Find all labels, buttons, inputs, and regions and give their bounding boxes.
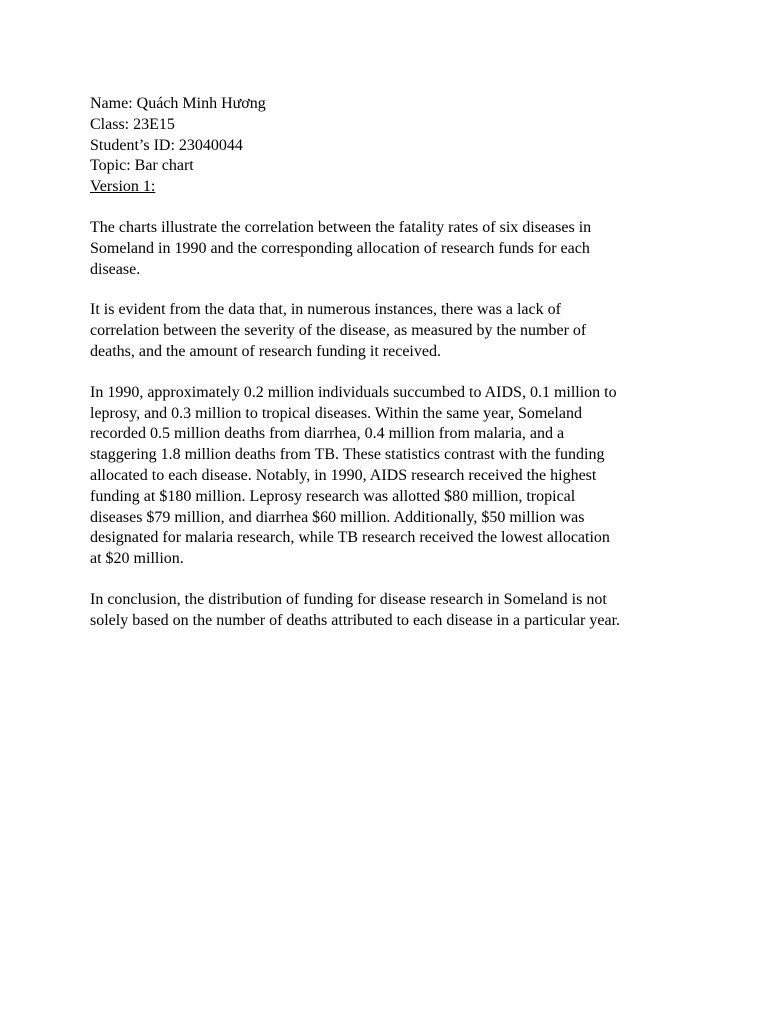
paragraph-line: disease.	[90, 260, 141, 278]
paragraph-line: It is evident from the data that, in numerous instances, there was a lack of	[90, 301, 561, 319]
paragraph-line: recorded 0.5 million deaths from diarrhea, 0.4 million from malaria, and a	[90, 425, 565, 443]
paragraph-line: designated for malaria research, while TB research received the lowest allocation	[90, 529, 610, 547]
paragraph-line: staggering 1.8 million deaths from TB. These statistics contrast with the funding	[90, 446, 605, 464]
paragraph-line: leprosy, and 0.3 million to tropical diseases. Within the same year, Someland	[90, 404, 582, 422]
paragraph-line: The charts illustrate the correlation between the fatality rates of six diseases in	[90, 218, 592, 236]
student-id: Student’s ID: 23040044	[90, 136, 243, 154]
paragraph-line: deaths, and the amount of research funding it received.	[90, 342, 441, 360]
paragraph-line: at $20 million.	[90, 550, 184, 568]
paragraph-line: In conclusion, the distribution of funding for disease research in Someland is not	[90, 590, 607, 608]
student-info-header	[90, 94, 690, 198]
essay-topic: Topic: Bar chart	[90, 157, 194, 175]
paragraph-line: correlation between the severity of the disease, as measured by the number of	[90, 322, 587, 340]
document-body	[90, 94, 690, 632]
paragraph-introduction	[90, 218, 690, 280]
student-name: Name: Quách Minh Hương	[90, 95, 266, 112]
paragraph-overview	[90, 300, 690, 362]
paragraph-details	[90, 383, 690, 570]
paragraph-conclusion	[90, 590, 690, 632]
student-class: Class: 23E15	[90, 115, 175, 133]
paragraph-line: In 1990, approximately 0.2 million individuals succumbed to AIDS, 0.1 million to	[90, 383, 617, 401]
paragraph-line: solely based on the number of deaths attributed to each disease in a particular year.	[90, 611, 621, 629]
paragraph-line: diseases $79 million, and diarrhea $60 million. Additionally, $50 million was	[90, 508, 585, 526]
paragraph-line: funding at $180 million. Leprosy research was allotted $80 million, tropical	[90, 487, 576, 505]
paragraph-line: Someland in 1990 and the corresponding allocation of research funds for each	[90, 239, 590, 257]
paragraph-line: allocated to each disease. Notably, in 1990, AIDS research received the highest	[90, 466, 597, 484]
essay-version: Version 1:	[90, 178, 156, 196]
